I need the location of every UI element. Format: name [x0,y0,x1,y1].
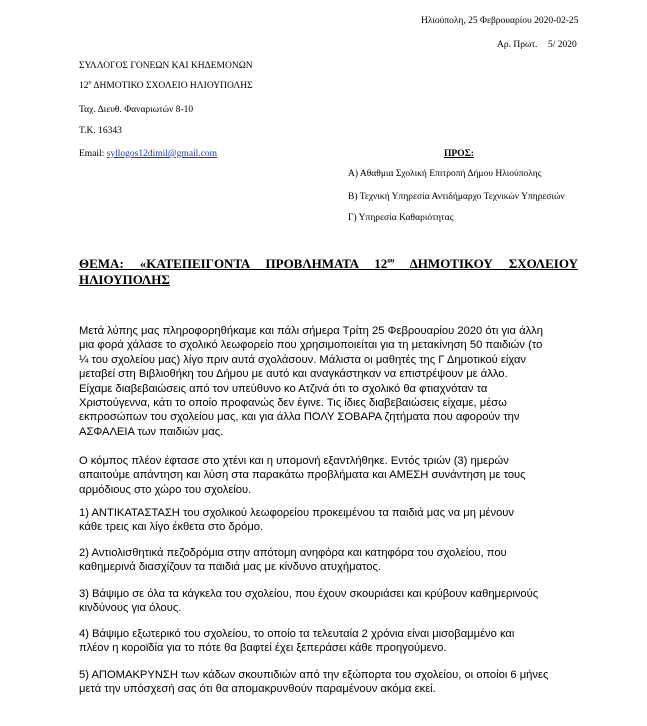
subject-heading: ΘΕΜΑ: «ΚΑΤΕΠΕΙΓΟΝΤΑ ΠΡΟΒΛΗΜΑΤΑ $12^{o\upsilon}$ ΔΗΜΟΤΙΚΟΥ ΣΧΟΛΕΙΟΥ ΗΛΙΟΥΠΟΛΗΣ [79,256,578,287]
protocol-number: 5/ 2020 [548,40,577,50]
sender-postcode: Τ.Κ. 16343 [79,126,122,136]
body-paragraph-2: Ο κόμπος πλέον έφτασε στο χτένι και η υπομονή εξαντλήθηκε. Εντός τριών (3) ημερών απαιτούμε απάντηση και λύση στα παρακάτω προβλήματα και ΑΜΕΣΗ συνάντηση με τους αρμόδιους στο χώρο του σχολείου. [79,455,526,496]
recipients-heading: ΠΡΟΣ: [444,149,474,159]
list-item: 3) Βάψιμο σε όλα τα κάγκελα του σχολείου, που έχουν σκουριάσει και κρύβουν καθημερινούς κινδύνους για όλους. [79,588,539,615]
list-item: 1) ΑΝΤΙΚΑΤΑΣΤΑΣΗ του σχολικού λεωφορείου προκειμένου τα παιδιά μας να μη μένουν κάθε τρεις και λίγο έκθετα στο δρόμο. [79,507,515,534]
list-item: 5) ΑΠΟΜΑΚΡΥΝΣΗ των κάδων σκουπιδιών από την εξώπορτα του σχολείου, οι οποίοι 6 μήνες μετά την υπόσχεσή σας ότι θα απομακρυνθούν παραμένουν ακόμα εκεί. [79,669,549,696]
recipient-b: Β) Τεχνική Υπηρεσία Αντιδήμαρχο Τεχνικών Υπηρεσιών [348,192,565,202]
sender-school: $12^o$ ΔΗΜΟΤΙΚΟ ΣΧΟΛΕΙΟ ΗΛΙΟΥΠΟΛΗΣ [79,79,253,91]
date-line: Ηλιούπολη, 25 Φεβρουαρίου 2020-02-25 [421,16,579,26]
sender-email-row [79,150,217,160]
email-label: Email: [79,149,105,159]
protocol-label: Αρ. Πρωτ. [497,40,538,50]
email-link[interactable]: syllogos12dimil@gmail.com [106,149,218,159]
sender-org: ΣΥΛΛΟΓΟΣ ΓΟΝΕΩΝ ΚΑΙ ΚΗΔΕΜΟΝΩΝ [79,61,253,71]
sender-address: Ταχ. Διευθ. Φαναριωτών 8-10 [79,105,194,115]
list-item: 2) Αντιολισθητικά πεζοδρόμια στην απότομη ανηφόρα και κατηφόρα του σχολείου, που καθημερινά διασχίζουν τα παιδιά μας με κίνδυνο ατυχήματος. [79,547,507,574]
recipient-c: Γ) Υπηρεσία Καθαριότητας [348,213,454,223]
body-paragraph-1: Μετά λύπης μας πληροφορηθήκαμε και πάλι σήμερα Τρίτη 25 Φεβρουαρίου 2020 ότι για άλλη μια φορά χάλασε το σχολικό λεωφορείο που χρησιμοποιείται για τη μετακίνηση 50 παιδιών (το ¼ του σχολείου μας) λίγο πριν αυτά σχολάσουν. Μάλιστα οι μαθητές της Γ Δημοτικού είχαν μεταβεί στη Βιβλιοθήκη του Δήμου με αυτό και αναγκάστηκαν να επιστρέψουν με άλλο. Είχαμε διαβεβαιώσεις από τον υπεύθυνο κο Ατζινά ότι το σχολικό θα φτιαχνόταν τα Χριστούγεννα, κάτι το οποίο προφανώς δεν έγινε. Τις ίδιες διαβεβαιώσεις είχαμε, μέσω εκπροσώπων του σχολείου μας, και για άλλα ΠΟΛΥ ΣΟΒΑΡΑ ζητήματα που αφορούν την ΑΣΦΑΛΕΙΑ των παιδιών μας. [79,325,543,438]
recipient-a: Α) Αθαθμια Σχολική Επιτροπή Δήμου Ηλιούπολης [348,169,542,179]
list-item: 4) Βάψιμο εξωτερικό του σχολείου, το οποίο τα τελευταία 2 χρόνια είναι μισοβαμμένο και πλέον η κοροϊδία για το πότε θα βαφτεί έχει ξεπεράσει κάθε προηγούμενο. [79,628,515,655]
